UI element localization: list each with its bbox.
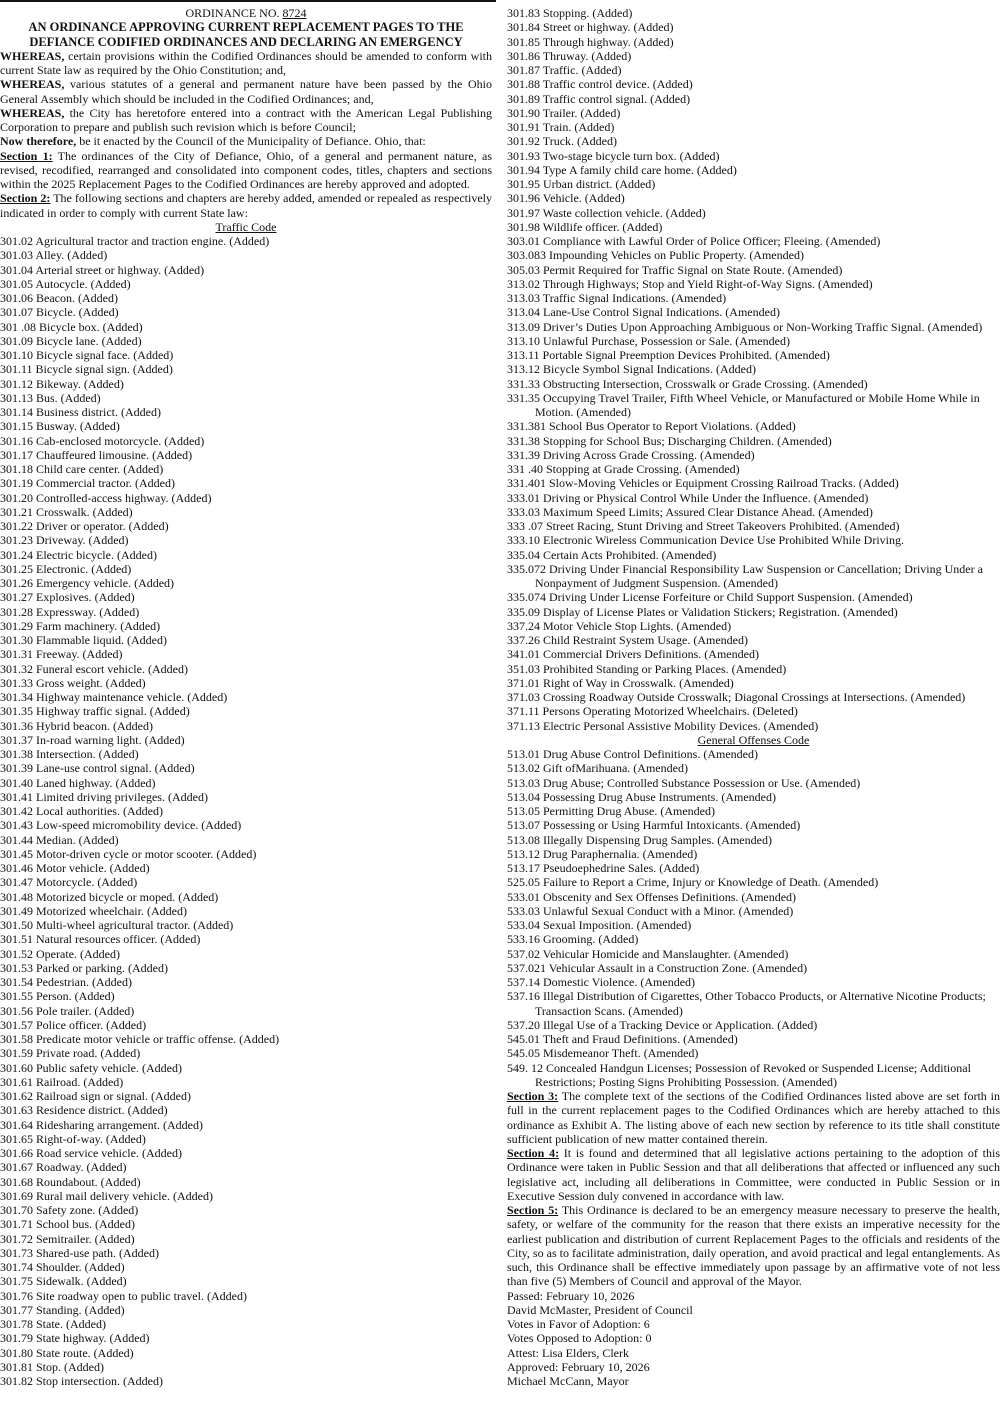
list-item: 301.47 Motorcycle. (Added) — [0, 875, 138, 890]
section-4-label: Section 4: — [507, 1146, 560, 1160]
list-item: 301.10 Bicycle signal face. (Added) — [0, 348, 174, 362]
list-item: 301.02 Agricultural tractor and traction engine. (Added) — [0, 234, 270, 248]
list-item: 301.54 Pedestrian. (Added) — [0, 975, 132, 989]
list-item: 335.072 Driving Under Financial Responsibility Law Suspension or Cancellation; Driving Under a Nonpayment of Judgment Suspension. (Amended) — [507, 561, 983, 590]
list-item: 337.26 Child Restraint System Usage. (Amended) — [507, 633, 748, 647]
list-item: 331.39 Driving Across Grade Crossing. (Amended) — [507, 447, 755, 462]
mayor-signature: Michael McCann, Mayor — [507, 1374, 629, 1388]
section-2-label: Section 2: — [0, 191, 51, 206]
council-president: David McMaster, President of Council — [507, 1302, 693, 1317]
list-item: 537.16 Illegal Distribution of Cigarettes, Other Tobacco Products, or Alternative Nicotine Products; Transaction Scans. (Amended) — [507, 989, 986, 1018]
section-3: Section 3: The complete text of the sections of the Codified Ordinances listed above are set forth in full in the current replacement pages to the Codified Ordinances which are hereby attached to this ordinance as Exhibit A. The listing above of each new section by reference to its title shall constitute sufficient publication of new matter contained therein. — [507, 1089, 1000, 1146]
list-item: 313.09 Driver’s Duties Upon Approaching Ambiguous or Non-Working Traffic Signal. (Amended) — [507, 319, 983, 334]
list-item: 301.24 Electric bicycle. (Added) — [0, 547, 157, 562]
list-item: 301.94 Type A family child care home. (Added) — [507, 162, 737, 177]
list-item: 313.04 Lane-Use Control Signal Indications. (Amended) — [507, 305, 780, 320]
list-item: 301.62 Railroad sign or signal. (Added) — [0, 1089, 191, 1103]
approved-date: Approved: February 10, 2026 — [507, 1359, 650, 1374]
list-item: 301.60 Public safety vehicle. (Added) — [0, 1060, 182, 1075]
list-item: 537.021 Vehicular Assault in a Construction Zone. (Amended) — [507, 960, 808, 975]
list-item: 301.40 Laned highway. (Added) — [0, 775, 156, 790]
list-item: 301.79 State highway. (Added) — [0, 1331, 150, 1346]
list-item: 305.03 Permit Required for Traffic Signal on State Route. (Amended) — [507, 262, 843, 277]
list-item: 301.84 Street or highway. (Added) — [507, 20, 674, 35]
list-item: 313.02 Through Highways; Stop and Yield Right-of-Way Signs. (Amended) — [507, 276, 873, 291]
recital-2: WHEREAS, various statutes of a general and permanent nature have been passed by the Ohio General Assembly which should be included in the Codified Ordinances; and, — [0, 77, 492, 106]
list-item: 313.10 Unlawful Purchase, Possession or Sale. (Amended) — [507, 333, 790, 348]
list-item: 301.46 Motor vehicle. (Added) — [0, 861, 150, 875]
list-item: 533.01 Obscenity and Sex Offenses Definitions. (Amended) — [507, 889, 797, 904]
list-item: 301.05 Autocycle. (Added) — [0, 276, 131, 291]
list-item: 513.01 Drug Abuse Control Definitions. (Amended) — [507, 747, 758, 761]
traffic-code-heading: Traffic Code — [215, 219, 277, 234]
list-item: 301.81 Stop. (Added) — [0, 1359, 104, 1374]
list-item: 301.07 Bicycle. (Added) — [0, 305, 119, 320]
list-item: 303.083 Impounding Vehicles on Public Property. (Amended) — [507, 248, 804, 263]
section-3-label: Section 3: — [507, 1089, 559, 1103]
list-item: 537.20 Illegal Use of a Tracking Device or Application. (Added) — [507, 1017, 818, 1032]
list-item: 301.19 Commercial tractor. (Added) — [0, 476, 175, 491]
list-item: 301.16 Cab-enclosed motorcycle. (Added) — [0, 433, 205, 448]
list-item: 331.401 Slow-Moving Vehicles or Equipment Crossing Railroad Tracks. (Added) — [507, 476, 899, 491]
list-item: 301.61 Railroad. (Added) — [0, 1074, 124, 1089]
enacting-clause: Now therefore, be it enacted by the Council of the Municipality of Defiance. Ohio, that: — [0, 134, 426, 149]
section-5-label: Section 5: — [507, 1203, 559, 1217]
list-item: 301.92 Truck. (Added) — [507, 134, 617, 149]
list-item: 301.76 Site roadway open to public travel. (Added) — [0, 1288, 247, 1303]
list-item: 301.22 Driver or operator. (Added) — [0, 519, 169, 533]
list-item: 301.26 Emergency vehicle. (Added) — [0, 576, 175, 590]
list-item: 331.381 School Bus Operator to Report Violations. (Added) — [507, 419, 796, 434]
list-item: 301.87 Traffic. (Added) — [507, 63, 622, 77]
attest-clerk: Attest: Lisa Elders, Clerk — [507, 1345, 629, 1360]
list-item: 301.17 Chauffeured limousine. (Added) — [0, 447, 193, 462]
list-item: 301.65 Right-of-way. (Added) — [0, 1131, 146, 1146]
list-item: 333.10 Electronic Wireless Communication Device Use Prohibited While Driving. — [507, 533, 904, 548]
list-item: 549. 12 Concealed Handgun Licenses; Possession of Revoked or Suspended License; Additional Restrictions; Posting Signs Prohibiting Possession. (Amended) — [507, 1060, 971, 1089]
section-5: Section 5: This Ordinance is declared to be an emergency measure necessary to preserve the health, safety, or welfare of the community for the reason that there exists an imperative necessity for the earliest publication and distribution of current Replacement Pages to the officials and residents of the City, so as to facilitate administration, daily operation, and avoid practical and legal entanglements. As such, this Ordinance shall be effective immediately upon passage by an affirmative vote of not less than five (5) Members of Council and approval of the Mayor. — [507, 1203, 1000, 1289]
list-item: 301.57 Police officer. (Added) — [0, 1017, 147, 1032]
list-item: 533.03 Unlawful Sexual Conduct with a Minor. (Amended) — [507, 903, 794, 918]
list-item: 301.03 Alley. (Added) — [0, 248, 108, 263]
list-item: 301.43 Low-speed micromobility device. (Added) — [0, 818, 242, 833]
list-item: 301.38 Intersection. (Added) — [0, 747, 139, 761]
votes-opposed: Votes Opposed to Adoption: 0 — [507, 1331, 652, 1346]
list-item: 533.16 Grooming. (Added) — [507, 932, 639, 947]
list-item: 545.01 Theft and Fraud Definitions. (Amended) — [507, 1032, 738, 1046]
list-item: 301.95 Urban district. (Added) — [507, 177, 656, 191]
list-item: 513.08 Illegally Dispensing Drug Samples. (Amended) — [507, 832, 772, 847]
list-item: 301.31 Freeway. (Added) — [0, 647, 123, 662]
list-item: 301.53 Parked or parking. (Added) — [0, 960, 168, 975]
list-item: 301.20 Controlled-access highway. (Added) — [0, 490, 212, 505]
list-item: 513.05 Permitting Drug Abuse. (Amended) — [507, 804, 715, 818]
list-item: 301.39 Lane-use control signal. (Added) — [0, 761, 195, 776]
list-item: 301.55 Person. (Added) — [0, 989, 115, 1004]
recital-3: WHEREAS, the City has heretofore entered into a contract with the American Legal Publishing Corporation to prepare and publish such revision which is before Council; — [0, 105, 492, 134]
list-item: 301.58 Predicate motor vehicle or traffic offense. (Added) — [0, 1032, 280, 1046]
section-1-label: Section 1: — [0, 148, 53, 163]
list-item: 331.38 Stopping for School Bus; Discharging Children. (Amended) — [507, 433, 832, 448]
list-item: 301.80 State route. (Added) — [0, 1345, 134, 1360]
list-item: 301.42 Local authorities. (Added) — [0, 804, 163, 818]
list-item: 537.02 Vehicular Homicide and Manslaughter. (Amended) — [507, 946, 789, 961]
ordinance-title-line-1: AN ORDINANCE APPROVING CURRENT REPLACEMENT PAGES TO THE — [28, 20, 464, 35]
list-item: 513.02 Gift ofMarihuana. (Amended) — [507, 761, 688, 776]
list-item: 301.18 Child care center. (Added) — [0, 462, 164, 476]
list-item: 301.23 Driveway. (Added) — [0, 533, 129, 548]
list-item: 301.09 Bicycle lane. (Added) — [0, 333, 142, 348]
list-item: 313.11 Portable Signal Preemption Devices Prohibited. (Amended) — [507, 348, 830, 362]
list-item: 513.17 Pseudoephedrine Sales. (Added) — [507, 861, 700, 875]
list-item: 301.44 Median. (Added) — [0, 832, 119, 847]
traffic-code-list-left — [0, 234, 492, 1388]
top-rule — [0, 0, 496, 2]
list-item: 337.24 Motor Vehicle Stop Lights. (Amended) — [507, 618, 732, 633]
list-item: 301.72 Semitrailer. (Added) — [0, 1231, 135, 1246]
section-1: Section 1: The ordinances of the City of Defiance, Ohio, of a general and permanent nature, as revised, recodified, rearranged and consolidated into component codes, titles, chapters and sections within the 2025 Replacement Pages to the Codified Ordinances are hereby approved and adopted. — [0, 148, 493, 191]
list-item: 537.14 Domestic Violence. (Amended) — [507, 975, 696, 989]
list-item: 301.86 Thruway. (Added) — [507, 48, 632, 63]
list-item: 301.29 Farm machinery. (Added) — [0, 618, 161, 633]
section-2: Section 2: The following sections and chapters are hereby added, amended or repealed as respectively indicated in order to comply with current State law: — [0, 191, 493, 220]
left-column — [0, 6, 492, 1388]
list-item: 301.15 Busway. (Added) — [0, 419, 120, 434]
list-item: 301.82 Stop intersection. (Added) — [0, 1374, 163, 1388]
list-item: 301.67 Roadway. (Added) — [0, 1160, 127, 1175]
list-item: 301.28 Expressway. (Added) — [0, 604, 140, 619]
general-offenses-list — [507, 747, 1000, 1089]
list-item: 301.97 Waste collection vehicle. (Added) — [507, 205, 706, 220]
section-4: Section 4: It is found and determined that all legislative actions pertaining to the adoption of this Ordinance were taken in Public Session and that all deliberations that affected or influenced any such legislative act, including all deliberations in Committee, were conducted in Public Session or in Executive Session duly convened in accordance with law. — [507, 1146, 1000, 1203]
list-item: 301.77 Standing. (Added) — [0, 1302, 125, 1317]
recital-1: WHEREAS, certain provisions within the Codified Ordinances should be amended to conform with current State law as required by the Ohio Constitution; and, — [0, 48, 492, 77]
list-item: 313.03 Traffic Signal Indications. (Amended) — [507, 291, 727, 305]
list-item: 313.12 Bicycle Symbol Signal Indications. (Added) — [507, 362, 756, 377]
list-item: 301.69 Rural mail delivery vehicle. (Added) — [0, 1188, 213, 1203]
list-item: 301.13 Bus. (Added) — [0, 390, 101, 405]
list-item: 371.11 Persons Operating Motorized Wheelchairs. (Deleted) — [507, 704, 798, 719]
list-item: 333.03 Maximum Speed Limits; Assured Clear Distance Ahead. (Amended) — [507, 504, 873, 519]
list-item: 371.03 Crossing Roadway Outside Crosswalk; Diagonal Crossings at Intersections. (Amended) — [507, 690, 966, 704]
list-item: 301.34 Highway maintenance vehicle. (Added) — [0, 690, 228, 704]
list-item: 513.03 Drug Abuse; Controlled Substance Possession or Use. (Amended) — [507, 775, 861, 790]
list-item: 301.30 Flammable liquid. (Added) — [0, 633, 167, 647]
list-item: 335.09 Display of License Plates or Validation Stickers; Registration. (Amended) — [507, 604, 898, 619]
ordinance-number: 8724 — [282, 6, 307, 20]
list-item: 301.32 Funeral escort vehicle. (Added) — [0, 661, 188, 676]
passed-date: Passed: February 10, 2026 — [507, 1288, 635, 1303]
list-item: 301.25 Electronic. (Added) — [0, 561, 132, 576]
list-item: 545.05 Misdemeanor Theft. (Amended) — [507, 1046, 699, 1061]
traffic-code-list-right — [507, 6, 1000, 733]
list-item: 301.11 Bicycle signal sign. (Added) — [0, 362, 173, 377]
list-item: 335.074 Driving Under License Forfeiture or Child Support Suspension. (Amended) — [507, 590, 913, 605]
list-item: 301.51 Natural resources officer. (Added) — [0, 932, 201, 947]
list-item: 513.04 Possessing Drug Abuse Instruments. (Amended) — [507, 789, 776, 804]
list-item: 301.89 Traffic control signal. (Added) — [507, 91, 691, 106]
list-item: 301.49 Motorized wheelchair. (Added) — [0, 903, 187, 918]
list-item: 301.90 Trailer. (Added) — [507, 105, 621, 120]
list-item: 301.83 Stopping. (Added) — [507, 6, 633, 20]
list-item: 301.21 Crosswalk. (Added) — [0, 504, 133, 519]
list-item: 301.68 Roundabout. (Added) — [0, 1174, 141, 1189]
list-item: 301.93 Two-stage bicycle turn box. (Added) — [507, 148, 720, 163]
list-item: 335.04 Certain Acts Prohibited. (Amended) — [507, 547, 717, 562]
ordinance-number-line — [0, 6, 492, 20]
list-item: 333.01 Driving or Physical Control While Under the Influence. (Amended) — [507, 490, 869, 505]
list-item: 371.01 Right of Way in Crosswalk. (Amended) — [507, 675, 734, 690]
list-item: 301.85 Through highway. (Added) — [507, 34, 674, 49]
list-item: 301.96 Vehicle. (Added) — [507, 191, 625, 206]
list-item: 301.66 Road service vehicle. (Added) — [0, 1146, 182, 1160]
list-item: 331.33 Obstructing Intersection, Crosswalk or Grade Crossing. (Amended) — [507, 376, 868, 391]
ordinance-prefix: ORDINANCE NO. — [185, 6, 283, 20]
list-item: 341.01 Commercial Drivers Definitions. (Amended) — [507, 647, 759, 662]
list-item: 525.05 Failure to Report a Crime, Injury or Knowledge of Death. (Amended) — [507, 875, 879, 890]
list-item: 301.06 Beacon. (Added) — [0, 291, 118, 305]
list-item: 301.35 Highway traffic signal. (Added) — [0, 704, 190, 719]
ordinance-title-line-2: DEFIANCE CODIFIED ORDINANCES AND DECLARING AN EMERGENCY — [29, 34, 463, 49]
list-item: 301.91 Train. (Added) — [507, 120, 615, 134]
list-item: 331.35 Occupying Travel Trailer, Fifth Wheel Vehicle, or Manufactured or Mobile Home While in Motion. (Amended) — [507, 390, 980, 419]
list-item: 301.64 Ridesharing arrangement. (Added) — [0, 1117, 203, 1132]
list-item: 301.52 Operate. (Added) — [0, 946, 120, 961]
list-item: 301.37 In-road warning light. (Added) — [0, 732, 185, 747]
list-item: 301.98 Wildlife officer. (Added) — [507, 219, 663, 234]
general-offenses-heading: General Offenses Code — [697, 732, 810, 747]
list-item: 301.12 Bikeway. (Added) — [0, 376, 124, 391]
list-item: 301.41 Limited driving privileges. (Added) — [0, 789, 208, 804]
list-item: 301.27 Explosives. (Added) — [0, 590, 135, 605]
list-item: 301.56 Pole trailer. (Added) — [0, 1003, 135, 1018]
list-item: 301.70 Safety zone. (Added) — [0, 1203, 139, 1217]
list-item: 513.07 Possessing or Using Harmful Intoxicants. (Amended) — [507, 818, 801, 833]
list-item: 301.36 Hybrid beacon. (Added) — [0, 718, 153, 733]
list-item: 301.63 Residence district. (Added) — [0, 1103, 168, 1118]
list-item: 301.75 Sidewalk. (Added) — [0, 1274, 127, 1289]
list-item: 301 .08 Bicycle box. (Added) — [0, 319, 143, 334]
list-item: 333 .07 Street Racing, Stunt Driving and Street Takeovers Prohibited. (Amended) — [507, 519, 900, 533]
list-item: 331 .40 Stopping at Grade Crossing. (Amended) — [507, 462, 740, 476]
list-item: 301.71 School bus. (Added) — [0, 1217, 135, 1232]
list-item: 301.73 Shared-use path. (Added) — [0, 1245, 159, 1260]
list-item: 533.04 Sexual Imposition. (Amended) — [507, 918, 692, 932]
right-column — [507, 6, 1000, 1388]
list-item: 303.01 Compliance with Lawful Order of Police Officer; Fleeing. (Amended) — [507, 234, 881, 248]
list-item: 301.50 Multi-wheel agricultural tractor. (Added) — [0, 918, 234, 932]
list-item: 301.33 Gross weight. (Added) — [0, 675, 146, 690]
list-item: 301.78 State. (Added) — [0, 1317, 106, 1331]
list-item: 301.14 Business district. (Added) — [0, 405, 161, 419]
list-item: 513.12 Drug Paraphernalia. (Amended) — [507, 846, 698, 861]
list-item: 301.04 Arterial street or highway. (Added) — [0, 262, 205, 277]
list-item: 371.13 Electric Personal Assistive Mobility Devices. (Amended) — [507, 718, 819, 733]
list-item: 301.74 Shoulder. (Added) — [0, 1260, 125, 1274]
votes-in-favor: Votes in Favor of Adoption: 6 — [507, 1317, 650, 1331]
list-item: 301.59 Private road. (Added) — [0, 1046, 141, 1061]
list-item: 301.45 Motor-driven cycle or motor scooter. (Added) — [0, 846, 257, 861]
list-item: 351.03 Prohibited Standing or Parking Places. (Amended) — [507, 661, 787, 676]
list-item: 301.88 Traffic control device. (Added) — [507, 77, 693, 92]
list-item: 301.48 Motorized bicycle or moped. (Added) — [0, 889, 219, 904]
